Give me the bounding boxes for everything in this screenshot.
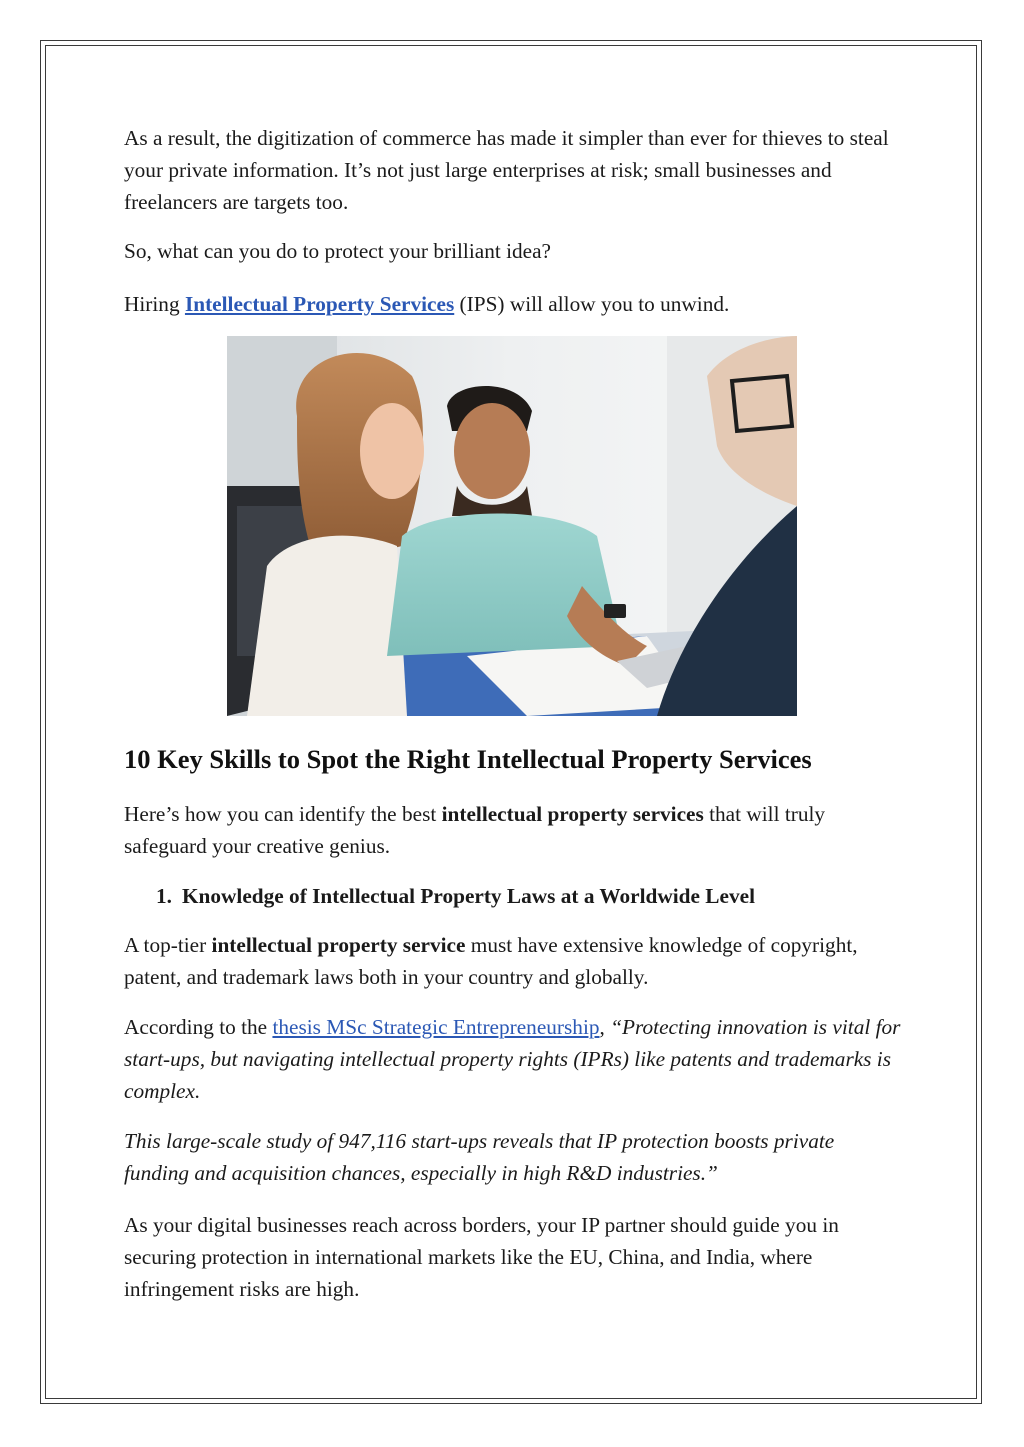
- knowledge-bold: intellectual property service: [211, 933, 466, 957]
- office-meeting-photo: [227, 336, 797, 716]
- ip-services-link[interactable]: Intellectual Property Services: [184, 292, 455, 316]
- according-prefix: According to the: [124, 1015, 273, 1039]
- list-item-number: 1.: [156, 884, 172, 908]
- hiring-prefix: Hiring: [124, 292, 185, 316]
- quote-part-2: This large-scale study of 947,116 start-ups reveals that IP protection boosts private funding and acquisition chances, especially in high R&D industries.”: [124, 1129, 835, 1185]
- paragraph-knowledge: [124, 929, 904, 993]
- hiring-suffix: (IPS) will allow you to unwind.: [454, 292, 730, 316]
- paragraph-digitization: As a result, the digitization of commerce has made it simpler than ever for thieves to steal your private information. It’s not just large enterprises at risk; small businesses and freelancers are targets too.: [124, 126, 889, 214]
- intro-prefix: Here’s how you can identify the best: [124, 802, 442, 826]
- intro-bold: intellectual property services: [441, 802, 704, 826]
- thesis-link[interactable]: thesis MSc Strategic Entrepreneurship: [272, 1015, 600, 1039]
- quote-part-1: “Protecting innovation is vital for start-ups, but navigating intellectual property rights (IPRs) like patents and trademarks is complex.: [124, 1015, 901, 1103]
- knowledge-prefix: A top-tier: [124, 933, 212, 957]
- document-content: [124, 122, 904, 1305]
- knowledge-suffix: must have extensive knowledge of copyright, patent, and trademark laws both in your country and globally.: [124, 933, 858, 989]
- list-item-label: Knowledge of Intellectual Property Laws at a Worldwide Level: [181, 884, 755, 908]
- intro-suffix: that will truly safeguard your creative genius.: [124, 802, 826, 858]
- according-comma: ,: [599, 1015, 611, 1039]
- paragraph-borders: As your digital businesses reach across borders, your IP partner should guide you in securing protection in international markets like the EU, China, and India, where infringement risks are high.: [124, 1213, 839, 1301]
- list-item: [156, 880, 904, 912]
- section-intro: [124, 798, 904, 862]
- paragraph-question: So, what can you do to protect your brilliant idea?: [124, 239, 552, 263]
- paragraph-quote-study: [124, 1125, 904, 1189]
- section-heading: 10 Key Skills to Spot the Right Intellectual Property Services: [124, 744, 812, 774]
- paragraph-hiring: [124, 288, 904, 320]
- paragraph-according: [124, 1011, 904, 1107]
